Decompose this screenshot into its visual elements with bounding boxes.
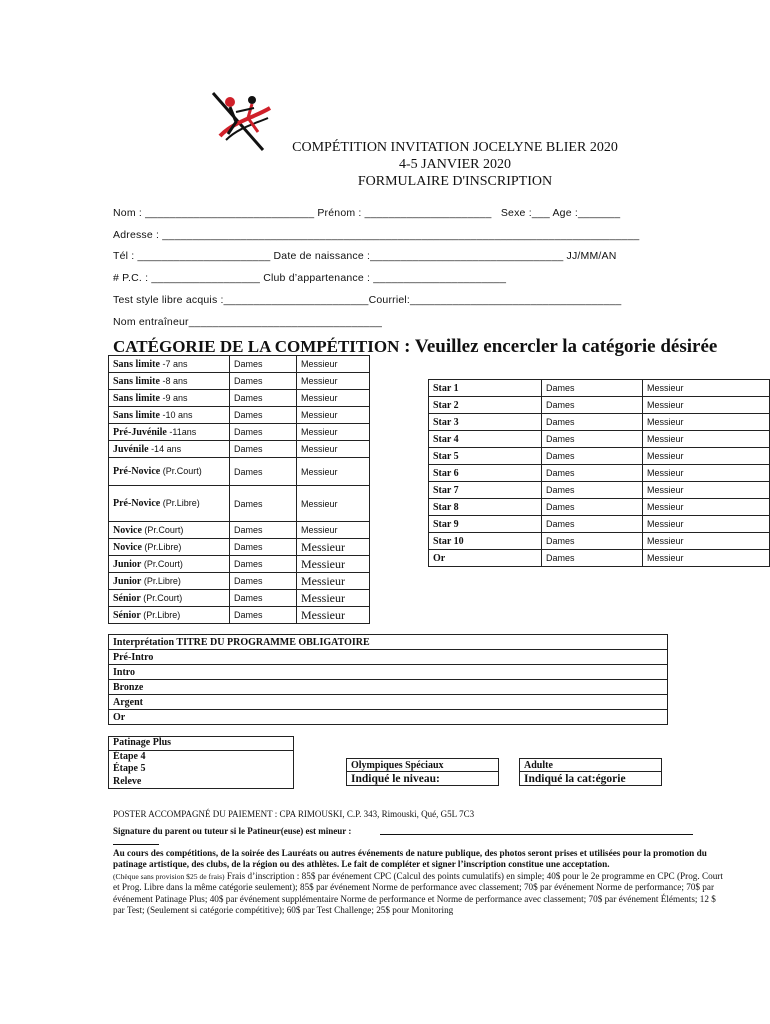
category-detail: -14 ans — [148, 443, 182, 454]
table-row[interactable] — [109, 407, 370, 424]
dames-option[interactable]: Dames — [230, 556, 297, 573]
table-row[interactable] — [109, 424, 370, 441]
table-row[interactable] — [429, 482, 770, 499]
messieur-option[interactable]: Messieur — [297, 458, 370, 486]
dames-option[interactable]: Dames — [542, 414, 643, 431]
category-name: Star 3 — [429, 414, 542, 431]
dames-option[interactable]: Dames — [542, 465, 643, 482]
category-detail: -7 ans — [159, 358, 188, 369]
dames-option[interactable]: Dames — [542, 431, 643, 448]
patinage-plus-step[interactable]: Étape 4 — [113, 750, 146, 762]
program-header: Interprétation TITRE DU PROGRAMME OBLIGATOIRE — [109, 635, 668, 650]
table-row[interactable] — [109, 539, 370, 556]
patinage-plus-step[interactable]: Releve — [113, 775, 142, 787]
dames-option[interactable]: Dames — [230, 539, 297, 556]
table-row[interactable] — [429, 414, 770, 431]
category-name: Star 4 — [429, 431, 542, 448]
olympiques-level-field[interactable]: Indiqué le niveau: — [346, 771, 499, 786]
category-name: Star 5 — [429, 448, 542, 465]
messieur-option[interactable]: Messieur — [643, 397, 770, 414]
category-detail: (Pr.Court) — [140, 592, 183, 603]
category-detail: -11ans — [166, 426, 197, 437]
program-level[interactable]: Intro — [109, 665, 668, 680]
table-row[interactable] — [109, 390, 370, 407]
table-row[interactable] — [109, 486, 370, 522]
messieur-option[interactable]: Messieur — [297, 607, 370, 624]
category-name: Junior — [113, 575, 142, 587]
patinage-plus-step[interactable]: Étape 5 — [113, 763, 146, 774]
signature-label: Signature du parent ou tuteur si le Patineur(euse) est mineur : — [113, 826, 352, 836]
dames-option[interactable]: Dames — [230, 424, 297, 441]
dames-option[interactable]: Dames — [542, 448, 643, 465]
field-pc-club[interactable]: # P.C. : __________________ Club d’appartenance : ______________________ — [113, 272, 507, 284]
category-name: Pré-Juvénile — [113, 426, 167, 438]
title-line-1: COMPÉTITION INVITATION JOCELYNE BLIER 2020 — [292, 140, 618, 155]
adulte-category-field[interactable]: Indiqué la cat:égorie — [519, 771, 662, 786]
category-name: Sans limite — [113, 358, 160, 370]
patinage-plus-title: Patinage Plus — [109, 737, 293, 751]
field-test-courriel[interactable]: Test style libre acquis :________________________Courriel:___________________________________ — [113, 294, 622, 306]
dames-option[interactable]: Dames — [542, 397, 643, 414]
category-name: Star 10 — [429, 533, 542, 550]
table-row — [109, 635, 668, 650]
category-detail: (Pr.Libre) — [140, 609, 181, 620]
adulte-title: Adulte — [519, 758, 662, 772]
category-name: Star 7 — [429, 482, 542, 499]
table-row[interactable] — [109, 458, 370, 486]
table-row[interactable] — [109, 710, 668, 725]
messieur-option[interactable]: Messieur — [643, 431, 770, 448]
program-table — [108, 634, 668, 725]
messieur-option[interactable]: Messieur — [643, 550, 770, 567]
category-name: Star 1 — [429, 380, 542, 397]
category-name: Sénior — [113, 592, 141, 604]
dames-option[interactable]: Dames — [230, 458, 297, 486]
table-row[interactable] — [109, 590, 370, 607]
messieur-option[interactable]: Messieur — [297, 573, 370, 590]
title-line-2: 4-5 JANVIER 2020 — [399, 157, 511, 172]
dames-option[interactable]: Dames — [230, 607, 297, 624]
program-level[interactable]: Argent — [109, 695, 668, 710]
field-nom-prenom[interactable]: Nom : ____________________________ Prénom : _____________________ Sexe :___ Age :_______ — [113, 207, 621, 219]
table-row[interactable] — [109, 680, 668, 695]
star-category-table — [428, 379, 770, 567]
table-row[interactable] — [109, 665, 668, 680]
category-name: Star 2 — [429, 397, 542, 414]
category-name: Star 8 — [429, 499, 542, 516]
messieur-option[interactable]: Messieur — [643, 414, 770, 431]
dames-option[interactable]: Dames — [230, 486, 297, 522]
program-level[interactable]: Bronze — [109, 680, 668, 695]
messieur-option[interactable]: Messieur — [297, 556, 370, 573]
table-row[interactable] — [109, 607, 370, 624]
cheque-fee-text: (Chèque sans provision $25 de frais) — [113, 871, 225, 881]
category-name: Sénior — [113, 609, 141, 621]
category-detail: (Pr.Court) — [160, 466, 202, 476]
table-row[interactable] — [109, 556, 370, 573]
signature-field[interactable] — [380, 834, 693, 835]
category-detail: (Pr.Libre) — [141, 541, 182, 552]
program-level[interactable]: Pré-Intro — [109, 650, 668, 665]
category-detail: -8 ans — [159, 375, 188, 386]
category-name: Pré-Novice — [113, 466, 161, 477]
messieur-option[interactable]: Messieur — [297, 356, 370, 373]
payment-address: POSTER ACCOMPAGNÉ DU PAIEMENT : CPA RIMOUSKI, C.P. 343, Rimouski, Qué, G5L 7C3 — [113, 809, 475, 819]
field-adresse[interactable]: Adresse : _______________________________________________________________________________ — [113, 229, 640, 241]
registration-fees-text: Frais d’inscription : 85$ par événement CPC (Calcul des points cumulatifs) en simple; 40$ pour le 2e programme en CPC (Prog. Court et Prog. Libre dans la même catégorie seulement); 85$ par événement Norme de performance avec classement; 70$ par événement Norme de performance; 70$ par événement Patinage Plus; 40$ par événement supplémentaire Norme de performance et Norme de performance avec classement; 70$ par événement Éléments; 12 $ par Test; (Seulement si catégorie compétitive); 60$ par Test Challenge; 25$ pour Monitoring — [113, 870, 723, 916]
messieur-option[interactable]: Messieur — [643, 448, 770, 465]
table-row[interactable] — [429, 465, 770, 482]
messieur-option[interactable]: Messieur — [297, 407, 370, 424]
dames-option[interactable]: Dames — [230, 407, 297, 424]
dames-option[interactable]: Dames — [542, 499, 643, 516]
dames-option[interactable]: Dames — [230, 590, 297, 607]
dames-option[interactable]: Dames — [542, 380, 643, 397]
divider — [113, 844, 159, 845]
category-detail: (Pr.Court) — [141, 524, 184, 535]
table-row[interactable] — [109, 356, 370, 373]
category-name: Star 9 — [429, 516, 542, 533]
table-row[interactable] — [429, 516, 770, 533]
table-row[interactable] — [109, 441, 370, 458]
category-name: Junior — [113, 558, 142, 570]
patinage-plus-box[interactable] — [108, 736, 294, 789]
dames-option[interactable]: Dames — [542, 533, 643, 550]
photo-consent-text: Au cours des compétitions, de la soirée des Lauréats ou autres événements de nature publique, des photos seront prises et utilisées pour la promotion du patinage artistique, des clubs, de la région ou des athlètes. Le fait de compléter et signer l’inscription constitue une acceptation. — [113, 848, 707, 870]
category-name: Pré-Novice — [113, 498, 161, 509]
table-row[interactable] — [429, 499, 770, 516]
table-row[interactable] — [109, 373, 370, 390]
field-entraineur[interactable]: Nom entraîneur________________________________ — [113, 316, 383, 328]
title-line-3: FORMULAIRE D'INSCRIPTION — [357, 174, 553, 189]
messieur-option[interactable]: Messieur — [297, 424, 370, 441]
category-detail: -9 ans — [159, 392, 188, 403]
messieur-option[interactable]: Messieur — [297, 539, 370, 556]
table-row[interactable] — [109, 573, 370, 590]
category-detail: (Pr.Court) — [141, 558, 183, 569]
category-name: Sans limite — [113, 392, 160, 404]
olympiques-title: Olympiques Spéciaux — [346, 758, 499, 772]
messieur-option[interactable]: Messieur — [643, 482, 770, 499]
table-row[interactable] — [429, 533, 770, 550]
messieur-option[interactable]: Messieur — [643, 499, 770, 516]
table-row[interactable] — [429, 431, 770, 448]
messieur-option[interactable]: Messieur — [297, 590, 370, 607]
dames-option[interactable]: Dames — [230, 441, 297, 458]
footer-notice — [113, 848, 728, 916]
table-row[interactable] — [429, 448, 770, 465]
dames-option[interactable]: Dames — [542, 516, 643, 533]
category-name: Novice — [113, 524, 142, 536]
program-level[interactable]: Or — [109, 710, 668, 725]
dames-option[interactable]: Dames — [230, 373, 297, 390]
category-name: Or — [429, 550, 542, 567]
category-detail: -10 ans — [159, 409, 193, 420]
table-row[interactable] — [429, 397, 770, 414]
messieur-option[interactable]: Messieur — [297, 373, 370, 390]
category-title-instruction: : Veuillez encercler la catégorie désirée — [399, 336, 718, 357]
category-name: Sans limite — [113, 409, 160, 421]
category-title-main: CATÉGORIE DE LA COMPÉTITION — [113, 337, 400, 356]
messieur-option[interactable]: Messieur — [643, 533, 770, 550]
messieur-option[interactable]: Messieur — [643, 516, 770, 533]
dames-option[interactable]: Dames — [542, 482, 643, 499]
category-name: Novice — [113, 541, 142, 553]
table-row[interactable] — [429, 380, 770, 397]
category-detail: (Pr.Libre) — [141, 575, 181, 586]
left-category-table — [108, 355, 370, 624]
dames-option[interactable]: Dames — [542, 550, 643, 567]
field-tel-naissance[interactable]: Tél : ______________________ Date de naissance :________________________________ JJ/MM/AN — [113, 250, 617, 262]
category-name: Juvénile — [113, 443, 149, 455]
table-row[interactable] — [109, 522, 370, 539]
messieur-option[interactable]: Messieur — [297, 522, 370, 539]
dames-option[interactable]: Dames — [230, 356, 297, 373]
table-row[interactable] — [109, 695, 668, 710]
dames-option[interactable]: Dames — [230, 390, 297, 407]
messieur-option[interactable]: Messieur — [297, 486, 370, 522]
table-row[interactable] — [429, 550, 770, 567]
dames-option[interactable]: Dames — [230, 573, 297, 590]
dames-option[interactable]: Dames — [230, 522, 297, 539]
messieur-option[interactable]: Messieur — [643, 465, 770, 482]
category-name: Star 6 — [429, 465, 542, 482]
table-row[interactable] — [109, 650, 668, 665]
category-name: Sans limite — [113, 375, 160, 387]
messieur-option[interactable]: Messieur — [297, 441, 370, 458]
messieur-option[interactable]: Messieur — [297, 390, 370, 407]
messieur-option[interactable]: Messieur — [643, 380, 770, 397]
category-detail: (Pr.Libre) — [160, 498, 200, 508]
